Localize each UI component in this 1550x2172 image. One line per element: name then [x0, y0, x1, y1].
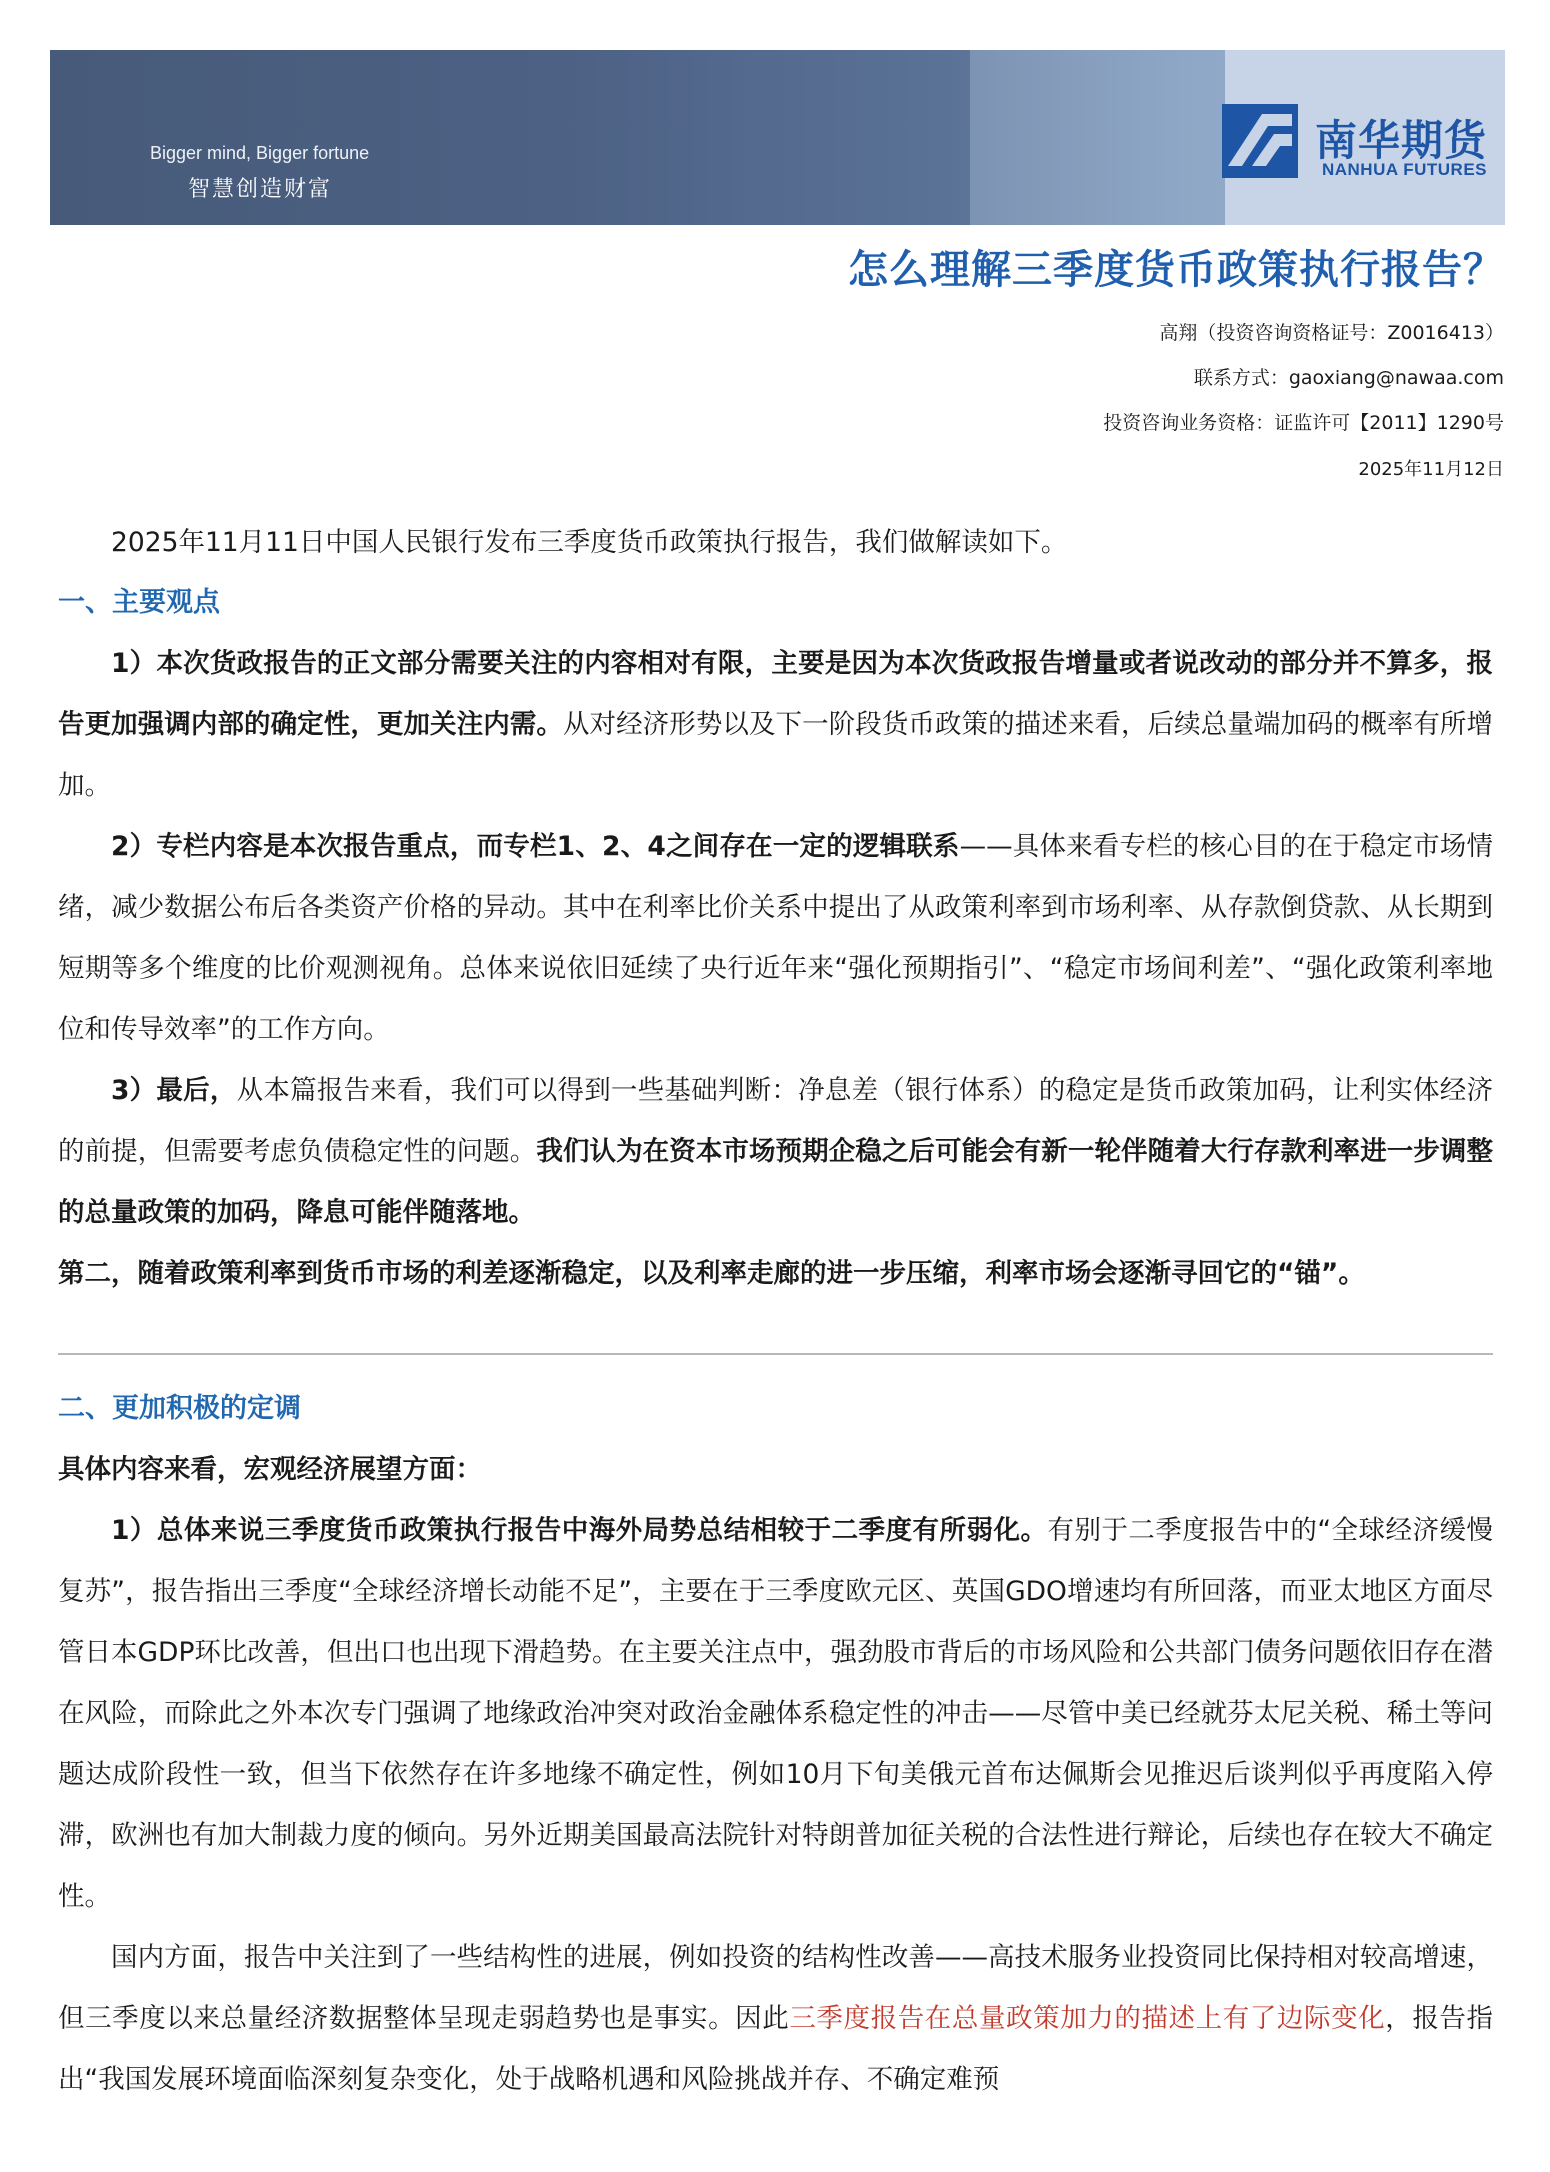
header-banner: [50, 50, 1505, 225]
point3-bold-conclusion: 我们认为在资本市场预期企稳之后可能会有新一轮伴随着大行存款利率进一步调整的总量政策的加码，降息可能伴随落地。: [58, 1136, 1494, 1228]
slogan-english: Bigger mind, Bigger fortune: [150, 143, 370, 163]
section1-point1: [58, 633, 1493, 816]
company-logo-text: 南华期货: [1314, 116, 1487, 165]
section2-point2: [58, 1927, 1493, 2110]
contact: 联系方式：gaoxiang@nawaa.com: [1193, 367, 1504, 389]
section1-point2: [58, 816, 1493, 1060]
s2-point1-bold-text: 1）总体来说三季度货币政策执行报告中海外局势总结相较于二季度有所弱化。: [111, 1515, 1048, 1546]
qualification: 投资咨询业务资格：证监许可【2011】1290号: [1103, 412, 1504, 434]
section2-heading: 二、更加积极的定调: [58, 1393, 301, 1424]
author: 高翔（投资咨询资格证号：Z0016413）: [1159, 322, 1504, 344]
nanhua-logo-icon: [1222, 104, 1298, 178]
section1-point3: [58, 1060, 1493, 1243]
section2-point1: [58, 1500, 1493, 1927]
slogan-chinese: 智慧创造财富: [188, 177, 333, 202]
intro-paragraph: 2025年11月11日中国人民银行发布三季度货币政策执行报告，我们做解读如下。: [111, 527, 1068, 558]
s2-point2-highlight: 三季度报告在总量政策加力的描述上有了边际变化: [789, 2003, 1386, 2034]
section2-subheading: 具体内容来看，宏观经济展望方面：: [58, 1454, 482, 1485]
s2-point2-text-end: ，报告指出“我国发展环境面临深刻复杂变化，处于战略机遇和风险挑战并存、不确定难预: [58, 2003, 1494, 2095]
section1-point4: 第二，随着政策利率到货币市场的利差逐渐稳定，以及利率走廊的进一步压缩，利率市场会逐渐寻回它的“锚”。: [58, 1258, 1365, 1289]
point2-bold-text: 2）专栏内容是本次报告重点，而专栏1、2、4之间存在一定的逻辑联系: [111, 831, 960, 862]
report-date: 2025年11月12日: [1358, 459, 1504, 480]
point1-text: 从对经济形势以及下一阶段货币政策的描述来看，后续总量端加码的概率有所增加。: [58, 709, 1494, 801]
section-divider: [58, 1353, 1493, 1355]
s2-point1-text: 有别于二季度报告中的“全球经济缓慢复苏”，报告指出三季度“全球经济增长动能不足”，主要在于三季度欧元区、英国GDO增速均有所回落，而亚太地区方面尽管日本GDP环比改善，但出口也出现下滑趋势。在主要关注点中，强劲股市背后的市场风险和公共部门债务问题依旧存在潜在风险，而除此之外本次专门强调了地缘政治冲突对政治金融体系稳定性的冲击——尽管中美已经就芬太尼关税、稀土等问题达成阶段性一致，但当下依然存在许多地缘不确定性，例如10月下旬美俄元首布达佩斯会见推迟后谈判似乎再度陷入停滞，欧洲也有加大制裁力度的倾向。另外近期美国最高法院针对特朗普加征关税的合法性进行辩论，后续也存在较大不确定性。: [58, 1515, 1493, 1912]
company-logo-english: NANHUA FUTURES: [1321, 160, 1487, 179]
point1-bold-text: 1）本次货政报告的正文部分需要关注的内容相对有限，主要是因为本次货政报告增量或者说改动的部分并不算多，报告更加强调内部的确定性，更加关注内需。: [58, 648, 1493, 740]
s2-point2-text: 国内方面，报告中关注到了一些结构性的进展，例如投资的结构性改善——高技术服务业投资同比保持相对较高增速，但三季度以来总量经济数据整体呈现走弱趋势也是事实。因此: [58, 1942, 1493, 2034]
point3-bold-lead: 3）最后，: [111, 1075, 237, 1106]
point3-text: 从本篇报告来看，我们可以得到一些基础判断：净息差（银行体系）的稳定是货币政策加码，让利实体经济的前提，但需要考虑负债稳定性的问题。: [58, 1075, 1493, 1167]
point2-text: ——具体来看专栏的核心目的在于稳定市场情绪，减少数据公布后各类资产价格的异动。其中在利率比价关系中提出了从政策利率到市场利率、从存款倒贷款、从长期到短期等多个维度的比价观测视角。总体来说依旧延续了央行近年来“强化预期指引”、“稳定市场间利差”、“强化政策利率地位和传导效率”的工作方向。: [58, 831, 1493, 1045]
report-title: 怎么理解三季度货币政策执行报告？: [848, 247, 1504, 293]
section1-heading: 一、主要观点: [58, 587, 220, 618]
